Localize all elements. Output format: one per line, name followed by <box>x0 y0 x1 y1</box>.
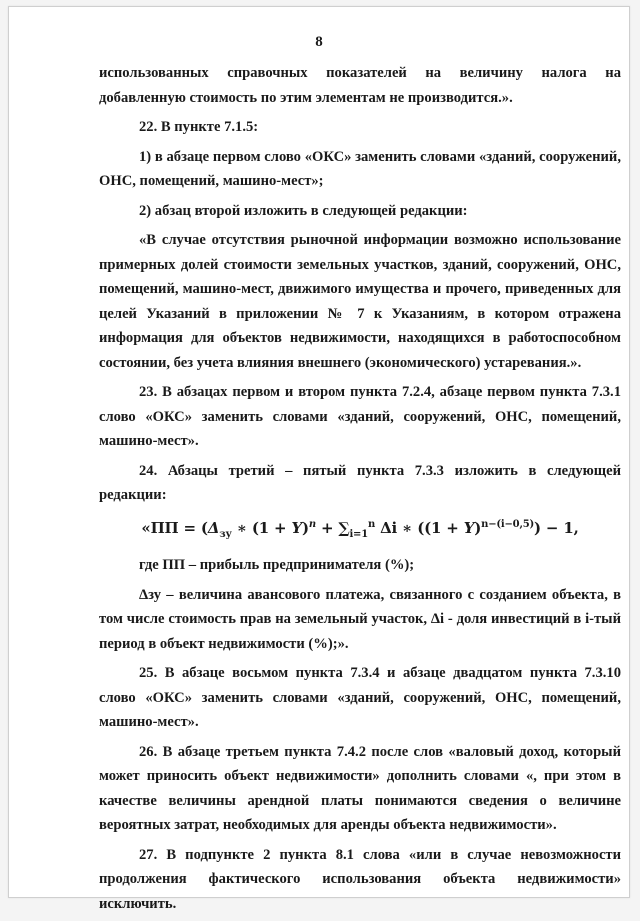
document-body <box>99 61 621 921</box>
paragraph-item-27: 27. В подпункте 2 пункта 8.1 слова «или в случае невозможности продолжения фактического использования объекта недвижимости» исключить. <box>99 846 621 912</box>
paragraph-continuation: использованных справочных показателей на величину налога на добавленную стоимость по этим элементам не производится.». <box>99 65 621 106</box>
paragraph-item-26: 26. В абзаце третьем пункта 7.4.2 после слов «валовый доход, который может приносить объект недвижимости» дополнить словами «, при этом в качестве величины арендной платы понимаются сведения о величине вероятных затрат, необходимых для аренды объекта недвижимости». <box>99 743 621 833</box>
paragraph-item-22-2: 2) абзац второй изложить в следующей редакции: <box>139 202 468 219</box>
document-page <box>8 6 630 912</box>
paragraph-item-22-1: 1) в абзаце первом слово «ОКС» заменить словами «зданий, сооружений, ОНС, помещений, машино-мест»; <box>99 148 621 189</box>
paragraph-item-24: 24. Абзацы третий – пятый пункта 7.3.3 изложить в следующей редакции: <box>99 462 621 503</box>
paragraph-delta-definition: Δзу – величина авансового платежа, связанного с созданием объекта, в том числе стоимость прав на земельный участок, Δi - доля инвестиций в i-тый период в объект недвижимости (%);». <box>99 586 621 652</box>
paragraph-item-22: 22. В пункте 7.1.5: <box>139 119 259 135</box>
profit-formula: «ПП = ($\Delta_{зу}$ ∗ $(1 + Y)^n + \sum_{i=1}^n$ Δi ∗ $((1 + Y)^{n-(i-0,5)}) - 1$, <box>141 518 579 540</box>
page-number: 8 <box>315 34 323 50</box>
paragraph-quote-7-1-5: «В случае отсутствия рыночной информации возможно использование примерных долей стоимости земельных участков, зданий, сооружений, ОНС, помещений, машино-мест, движимого имущества и прочего, приведенных для целей Указаний в приложении № 7 к Указаниям, в котором отражена информация для объектов недвижимости, находящихся в работоспособном состоянии, без учета влияния внешнего (экономического) устаревания.». <box>99 232 621 371</box>
paragraph-item-25: 25. В абзаце восьмом пункта 7.3.4 и абзаце двадцатом пункта 7.3.10 слово «ОКС» заменить словами «зданий, сооружений, ОНС, помещений, машино-мест». <box>99 665 621 730</box>
paragraph-where-pp: где ПП – прибыль предпринимателя (%); <box>139 557 415 573</box>
paragraph-item-23: 23. В абзацах первом и втором пункта 7.2.4, абзаце первом пункта 7.3.1 слово «ОКС» заменить словами «зданий, сооружений, ОНС, помещений, машино-мест». <box>99 384 621 449</box>
